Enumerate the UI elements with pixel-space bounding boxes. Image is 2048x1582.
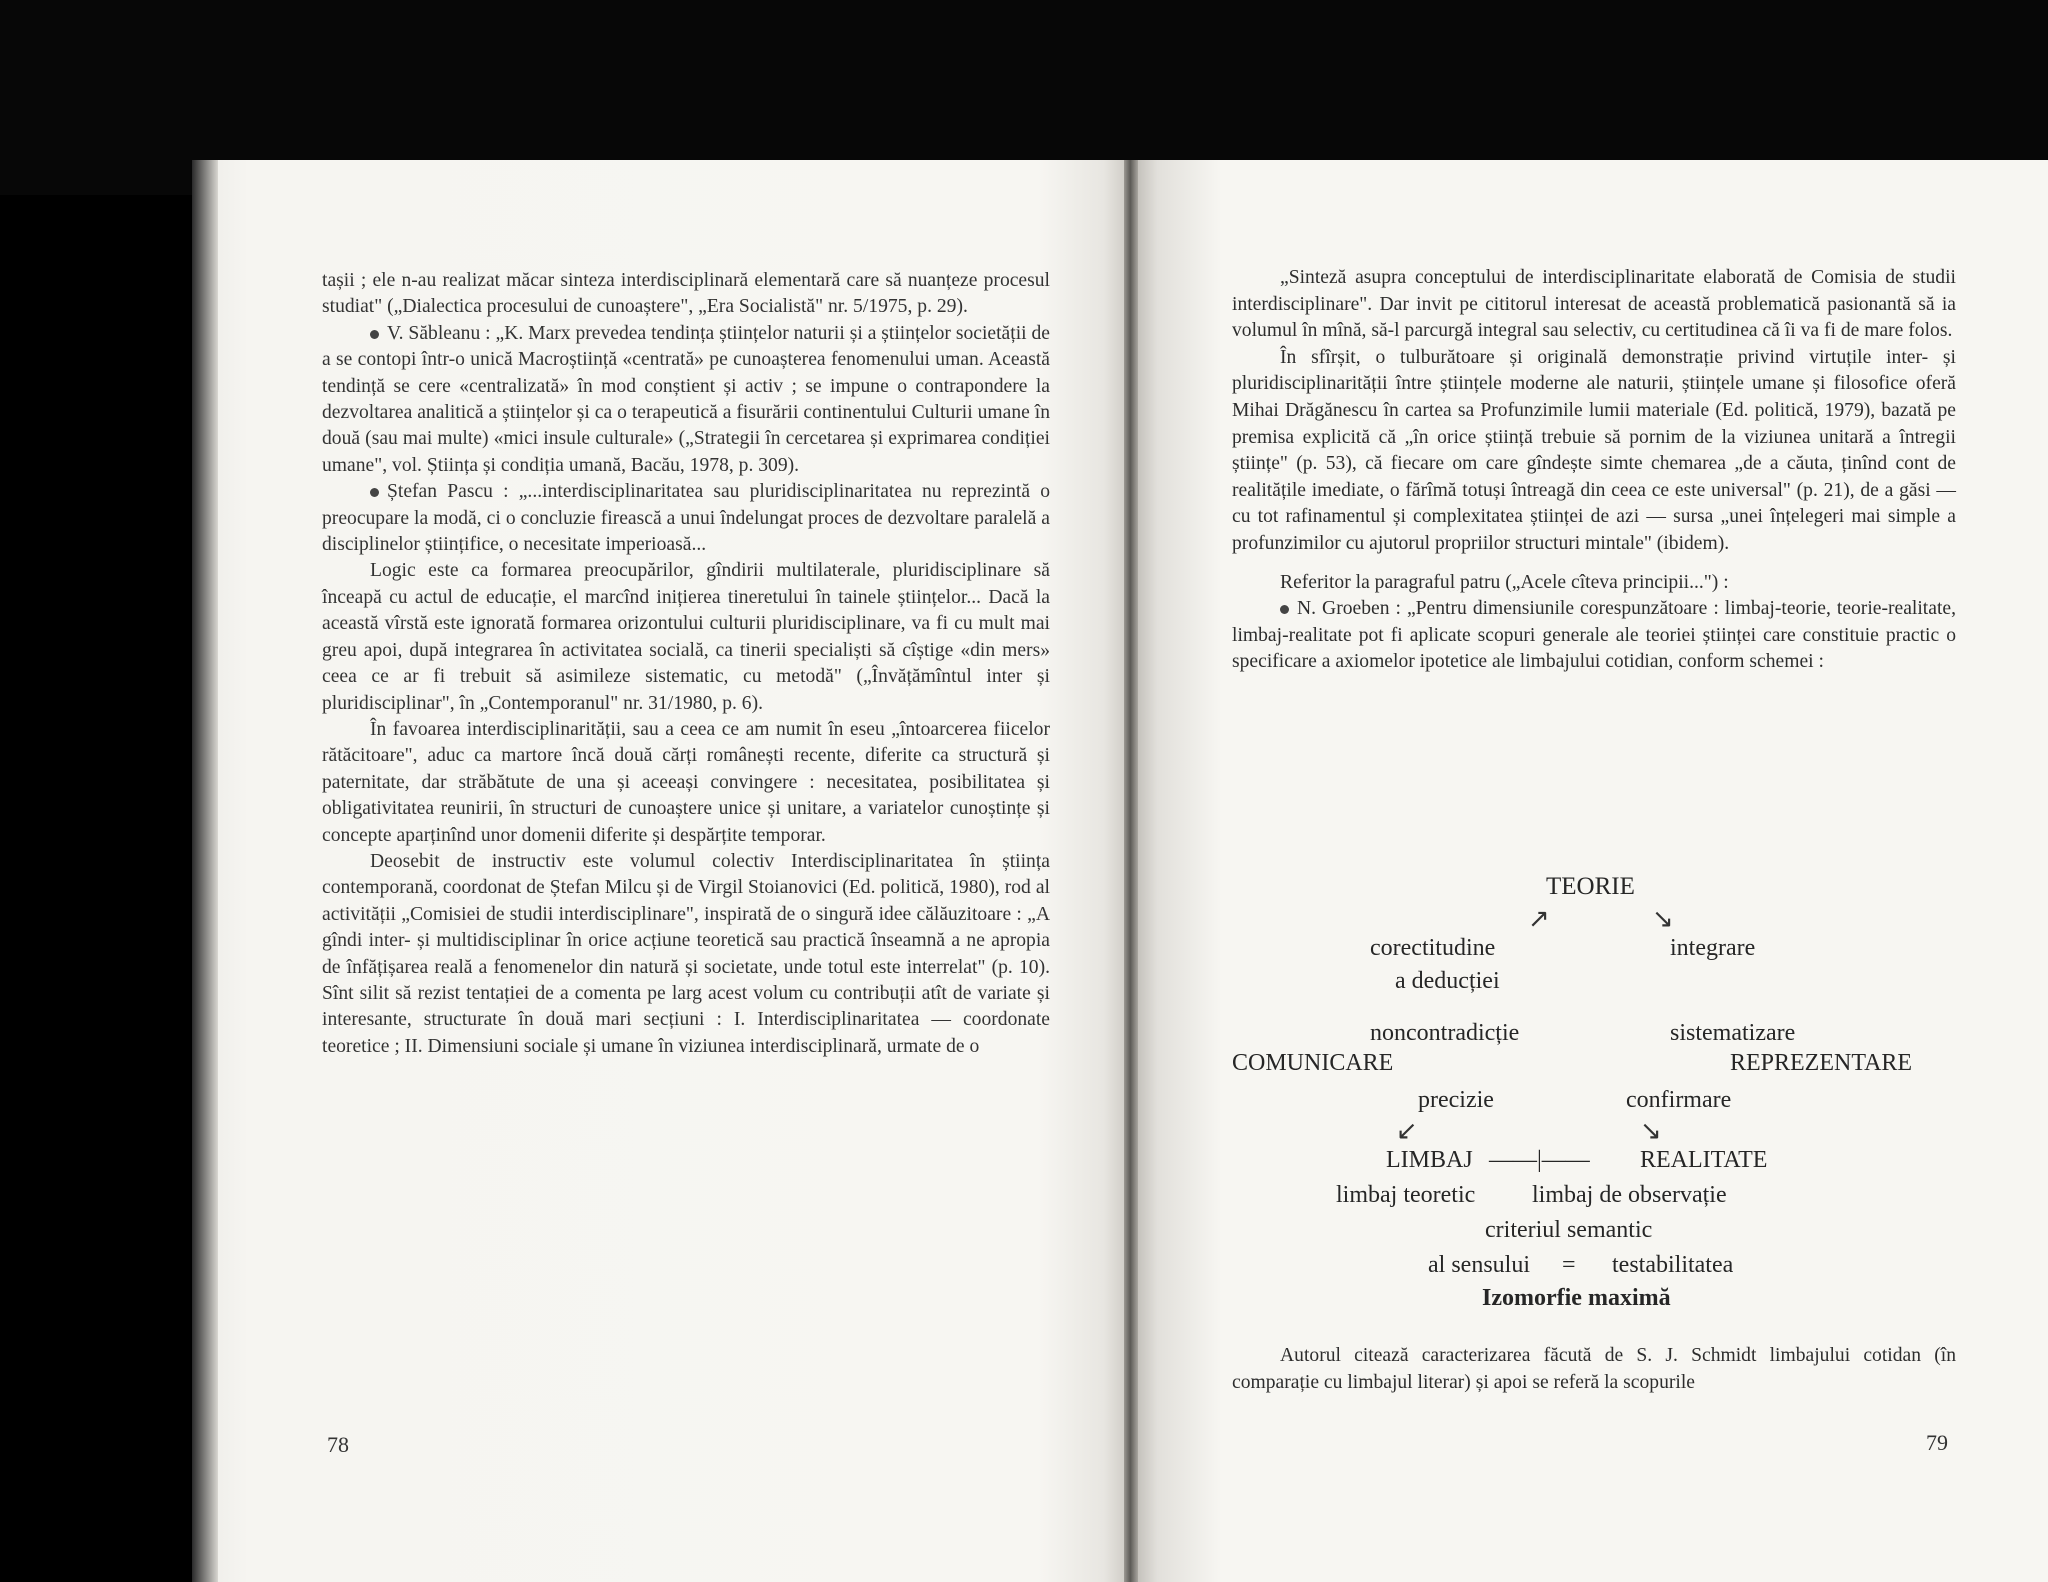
scheme-limbaj-teoretic: limbaj teoretic bbox=[1336, 1182, 1476, 1208]
paragraph: N. Groeben : „Pentru dimensiunile corespunzătoare : limbaj-teorie, teorie-realitate, limbaj-realitate pot fi aplicate scopuri generale ale teoriei științei care constituie practic o specificare a axiomelor ipotetice ale limbajului cotidian, conform schemei : bbox=[1232, 598, 1956, 673]
paragraph: Deosebit de instructiv este volumul colectiv Interdisciplinaritatea în știința contemporană, coordonat de Ștefan Milcu și de Virgil Stoianovici (Ed. politică, 1980), rod al activității „Comisiei de studii interdisciplinare", inspirată de o singură idee călăuzitoare : „A gîndi inter- și multidisciplinar în orice acțiune teoretică sau practică înseamnă a ne apropia de înfățișarea reală a fenomenelor din natură și societate, unde totul este interrelat" (p. 10). Sînt silit să rezist tentației de a comenta pe larg acest volum cu contribuții atît de variate și interesante, structurate în două mari secțiuni : I. Interdisciplinaritatea — coordonate teoretice ; II. Dimensiuni sociale și umane în viziunea interdisciplinară, urmate de o bbox=[322, 850, 1050, 1057]
bullet-icon bbox=[1280, 605, 1289, 614]
scheme-izomorfie: Izomorfie maximă bbox=[1482, 1285, 1671, 1311]
scheme-comunicare: COMUNICARE bbox=[1232, 1050, 1394, 1076]
paragraph: Ștefan Pascu : „...interdisciplinaritatea sau pluridisciplinaritatea nu reprezintă o preocupare la modă, ci o concluzie firească a unui îndelungat proces de dezvoltare paralelă a disciplinelor științifice, o necesitate imperioasă... bbox=[322, 481, 1050, 556]
left-page-text bbox=[322, 268, 1050, 1060]
page-number: 79 bbox=[1926, 1430, 1948, 1455]
arrow-down-right-icon: ↘ bbox=[1640, 1116, 1662, 1146]
scheme-criteriul: criteriul semantic bbox=[1485, 1217, 1653, 1243]
scheme-precizie: precizie bbox=[1418, 1087, 1494, 1113]
arrow-up-right-icon: ↗ bbox=[1528, 904, 1550, 934]
scheme-corectitudine: corectitudine bbox=[1370, 935, 1496, 961]
arrow-down-left-icon: ↙ bbox=[1396, 1116, 1418, 1146]
paragraph: În sfîrșit, o tulburătoare și originală demonstrație privind virtuțile inter- și pluridisciplinarității între științele moderne ale naturii, științele umane și filosofice oferă Mihai Drăgănescu în cartea sa Profunzimile lumii materiale (Ed. politică, 1979), bazată pe premisa explicită că „în orice știință trebuie să pornim de la viziunea unitară a întregii științe" (p. 53), că fiecare om care gîndește simte chemarea „de a căuta, ținînd cont de realitățile imediate, o fărîmă totuși întreagă din ceea ce este universal" (p. 21), de a găsi — cu tot rafinamentul și complexitatea științei de azi — sursa „unei înțelegeri mai simple a profunzimilor cu ajutorul propriilor structuri mintale" (ibidem). bbox=[1232, 346, 1956, 554]
bullet-icon bbox=[370, 488, 379, 497]
scheme-limbaj-observatie: limbaj de observație bbox=[1532, 1182, 1727, 1208]
paragraph: Referitor la paragraful patru („Acele cîteva principii...") : bbox=[1280, 571, 1729, 593]
bullet-icon bbox=[370, 330, 379, 339]
paragraph: Logic este ca formarea preocupărilor, gîndirii multilaterale, pluridisciplinare să înceapă cu actul de educație, el marcînd inițierea tineretului în tainele științelor... Dacă la această vîrstă este ignorată formarea orizontului culturii pluridisciplinare, va fi cu mult mai greu apoi, după integrarea în activitatea socială, ca tinerii specialiști să cîștige «din mers» ceea ce ar fi trebuit să asimileze sistematic, cu metodă" („Învățămîntul inter și pluridisciplinar", în „Contemporanul" nr. 31/1980, p. 6). bbox=[322, 560, 1050, 714]
scheme-reprezentare: REPREZENTARE bbox=[1730, 1050, 1913, 1076]
scheme-connector: ——|—— bbox=[1489, 1147, 1590, 1173]
scheme-equals: = bbox=[1562, 1252, 1576, 1278]
scheme-sistematizare: sistematizare bbox=[1670, 1020, 1796, 1046]
paragraph: În favoarea interdisciplinarității, sau a ceea ce am numit în eseu „întoarcerea fiicelor rătăcitoare", aduc ca martore încă două cărți românești recente, diferite ca structură și paternitate, dar străbătute de una și aceeași convingere : necesitatea, posibilitatea și obligativitatea reunirii, în structuri de cunoaștere unice și unitare, a variatelor cunoștințe și concepte aparținînd unor domenii diferite și despărțite temporar. bbox=[322, 718, 1050, 846]
scheme-noncontradictie: noncontradicție bbox=[1370, 1020, 1520, 1046]
book-gutter bbox=[1124, 160, 1138, 1582]
scheme-testabilitatea: testabilitatea bbox=[1612, 1252, 1734, 1278]
right-page-text bbox=[1232, 265, 1956, 676]
scheme-al-sensului: al sensului bbox=[1428, 1252, 1530, 1278]
page-number: 78 bbox=[327, 1432, 349, 1457]
scheme-teorie: TEORIE bbox=[1546, 873, 1635, 900]
right-page-text-bottom bbox=[1232, 1343, 1956, 1396]
scheme-limbaj: LIMBAJ bbox=[1386, 1147, 1473, 1173]
paragraph: „Sinteză asupra conceptului de interdisciplinaritate elaborată de Comisia de studii interdisciplinare". Dar invit pe cititorul interesat de această problematică pasionantă să ia volumul în mînă, să-l parcurgă integral sau selectiv, cu certitudinea că îi va fi de mare folos. bbox=[1232, 267, 1956, 342]
scheme-confirmare: confirmare bbox=[1626, 1087, 1732, 1113]
arrow-down-right-icon: ↘ bbox=[1652, 904, 1674, 934]
paragraph: V. Săbleanu : „K. Marx prevedea tendința științelor naturii și a științelor societății de a se contopi într-o unică Macroștiință «centrată» pe cunoașterea fenomenului uman. Această tendință se cere «centralizată» în mod conștient și activ ; se impune o contrapondere la dezvoltarea analitică a științelor și ca o terapeutică a fisurării continentului Culturii umane în două (sau mai multe) «mici insule culturale» („Strategii în cercetarea și exprimarea condiției umane", vol. Știința și condiția umană, Bacău, 1978, p. 309). bbox=[322, 322, 1050, 476]
paragraph: Autorul citează caracterizarea făcută de S. J. Schmidt limbajului cotidan (în comparație cu limbajul literar) și apoi se referă la scopurile bbox=[1232, 1345, 1956, 1393]
scheme-deductiei: a deducției bbox=[1395, 968, 1500, 994]
scheme-integrare: integrare bbox=[1670, 935, 1756, 961]
scheme-realitate: REALITATE bbox=[1640, 1147, 1768, 1173]
left-page-edge bbox=[192, 160, 218, 1582]
paragraph: tașii ; ele n-au realizat măcar sinteza interdisciplinară elementară care să nuanțeze procesul studiat" („Dialectica procesului de cunoaștere", „Era Socialistă" nr. 5/1975, p. 29). bbox=[322, 270, 1050, 318]
